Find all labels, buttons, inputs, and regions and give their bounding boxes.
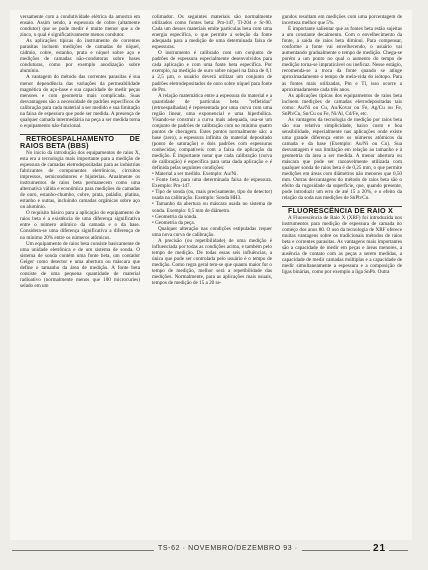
paragraph: A vantagem do método das correntes parasitas é sua menor dependência das variações da permeabilidade magnética do aço-base e sua capacidade de medir peças menores e com geometria mais complicada. Suas desvantagens são a necessidade de padrões específicos de calibração para cada material a ser medido e sua limitação na faixa de espessura que pode ser medida. A presença de qualquer camada intermediária na peça a ser medida torna o equipamento não-funcional. (20, 74, 140, 129)
column-3 (282, 14, 402, 275)
list-item: • Geometria da peça. (152, 219, 195, 226)
paragraph: versamente com a condutividade elétrica da amostra em ensaio. Assim sendo, a espessura de cobre (altamente condutor) que se pode medir é muito menor que a de zinco, o qual é significativamente menos condutor. (20, 14, 140, 39)
paragraph: Um equipamento de raios beta consiste basicamente de uma unidade eletrônica e de um sistema de sonda. O sistema de sonda contém uma fonte beta, um contador Geiger como detector e uma abertura ou máscara que define o tamanho da área de medição. A fonte beta consiste de uma pequena quantidade de material radioativo (normalmente menos que 100 microcuries) selado em um (20, 240, 140, 289)
paragraph: As aplicações típicas dos equipamentos de raios beta incluem medições de camadas eletrodepositadas tais como: Au/Ni ou Cu, Au/Kovar ou Fe, Ag/Cu ou Fe, SnPb/Cu, Sn/Cu ou Fe, Ni/Al, Cd/Fe, etc. (282, 92, 402, 117)
footer-issue: TS-62 · NOVEMBRO/DEZEMBRO 93 · (154, 545, 302, 552)
article-columns (20, 14, 416, 526)
list-item: • Material a ser medido. Exemplo: Au/Ni. (152, 171, 238, 178)
paragraph: O instrumento é calibrado com um conjunto de padrões de espessura especialmente desenvolvidos para cada aplicação e com uma fonte beta específica. Por exemplo, na medição de ouro sobre níquel na faixa de 0,1 a 2,5 µm, o usuário deverá utilizar um conjunto de padrões eletrodepositados de ouro sobre níquel para fonte de Pm. (152, 50, 272, 93)
paragraph: No início da introdução dos equipamentos de raios X, esta era a tecnologia mais importante para a medição de espessura de camadas eletrodepositadas para as indústrias fabricantes de componentes eletrônicos, circuitos impressos, semicondutores e bijuterias. Atualmente os instrumentos de raios beta permanecem como uma alternativa válida e econômica para medições de camadas de ouro, estanho-chumbo, cobre, prata, paládio, platina, estanho e outras, incluindo camadas orgânicas sobre aço ou alumínio. (20, 149, 140, 211)
column-1 (20, 14, 140, 289)
paragraph: Qualquer alteração nas condições estipuladas requer uma nova curva de calibração. (152, 225, 272, 238)
page-footer (12, 545, 412, 559)
paragraph: colimador. Os seguintes materiais são normalmente utilizados como fontes beta: Pm-147, Tl-204 e Sr-90. Cada um desses materiais emite partículas beta com uma energia específica, o que permite a seleção da fonte adequada para a medição de uma determinada faixa de espessuras. (152, 14, 272, 51)
paragraph: A Fluorescência de Raio X (XRF) foi introduzida nos instrumentos para medição de espessura de camada no começo dos anos 80. O uso da tecnologia de XRF oferece muitas vantagens sobre os tradicionais métodos de raios beta e correntes parasitas. As vantagens mais importantes são a capacidade de medir em peças e áreas menores, a ausência de contato com as peças a serem medidas, a capacidade de medir camadas múltiplas e a capacidade de medir simultaneamente a espessura e a composição de ligas binárias, como por exemplo a liga SnPb. Outra (282, 214, 402, 276)
list-item: • Tipo de sonda (ou, mais precisamente, tipo do detector) usada na calibração. Exemplo: Sonda HH3. (152, 189, 272, 202)
paragraph: As aplicações típicas do instrumento de correntes parasitas incluem medições de camadas de níquel, cádmio, cobre, estanho, prata e níquel sobre aço e medições de camadas não-condutoras sobre bases condutoras, como por exemplo anodização sobre alumínio. (20, 38, 140, 75)
paragraph: A precisão (ou repetibilidade) de uma medição é influenciada por todas as condições acima, e também pelo tempo de medição. De todas essas seis influências, a única que pode ser controlada pelo usuário é o tempo de medição. Como regra geral tem-se que quanto maior for o tempo de medição, melhor será a repetibilidade das medições. Normalmente, para as aplicações mais usuais, tempos de medição de 15 a 20 se- (152, 237, 272, 287)
paragraph: As vantagens da tecnologia de medição por raios beta são sua relativa simplicidade, baixo custo e boa sensibilidade, especialmente nas aplicações onde existe uma grande diferença entre os números atômicos da camada e da base (Exemplo: Au/Ni ou Cu). Sua desvantagem é sua limitação em relação ao tamanho e à geometria da área a ser medida. A menor abertura ou máscara que pode ser razoavelmente utilizada com qualquer sonda de raios beta é de 0,25 mm, o que permite medições em áreas com diâmetros não menores que 0,50 mm. Outras desvantagens do método de raios beta são o efeito da rugosidade da superfície, que, quando presente, pode introduzir um erro de até 15 a 20%, e o efeito da relação da soda nas medições de SnPb/Cu. (282, 116, 402, 202)
column-2 (152, 14, 272, 286)
paragraph: É importante salientar que as fontes beta estão sujeitas a um constante decaimento. Com o envelhecimento da fonte, a saída de raios beta diminui. Para compensar, conforme a fonte vai envelhecendo, o usuário vai aumentando gradualmente o tempo de medição. Chega-se porém a um ponto no qual o aumento do tempo de medição torna-se impraticável ou ineficaz. Nesse estágio, recomenda-se a troca da fonte quando se atinge aproximadamente o tempo de meia-vida do isótopo. Para as fontes mais utilizadas, Pm e Tl, isso ocorre a aproximadamente cada três anos. (282, 26, 402, 93)
section-heading-xrf: FLUORESCÊNCIA DE RAIO X (288, 206, 393, 216)
list-item: • Fonte beta para uma determinada faixa de espessura. Exemplo: Pm-147. (152, 177, 272, 190)
paragraph: A relação matemática entre a espessura do material e a quantidade de partículas beta "refletidas" (retroespalhadas) é representada por uma curva com uma região linear, uma exponencial e uma hiperbólica. Visando-se construir a curva mais adequada, usa-se um conjunto de padrões de calibração com no mínimo quatro pontos de checagem. Estes pontos normalmente são: a base (zero), a espessura infinita do material depositado (ponto de saturação) e dois padrões com espessuras conhecidas, compatíveis com a faixa de aplicação da medição. É importante notar que cada calibração (curva de calibração) é específica para uma dada aplicação e é definida pelas seguintes condições: (152, 92, 272, 172)
list-item: • Geometria da sonda. (152, 213, 198, 220)
paragraph: O requisito básico para a aplicação do equipamento de raios beta é a existência de uma diferença significativa entre o número atômico da camada e o da base. Considera-se uma diferença significativa a diferença de no mínimo 20% entre os números atômicos. (20, 210, 140, 241)
list-item: • Tamanho da abertura ou máscara usada no sistema de sonda. Exemplo: 0,5 mm de diâmetro. (152, 201, 272, 214)
page-number: 21 (370, 543, 389, 554)
section-heading-beta: RETROESPALHAMENTO DE RAIOS BETA (BBS) (20, 133, 140, 151)
paragraph: gundos resultam em medições com uma porcentagem de incerteza melhor que 5%. (282, 14, 402, 27)
